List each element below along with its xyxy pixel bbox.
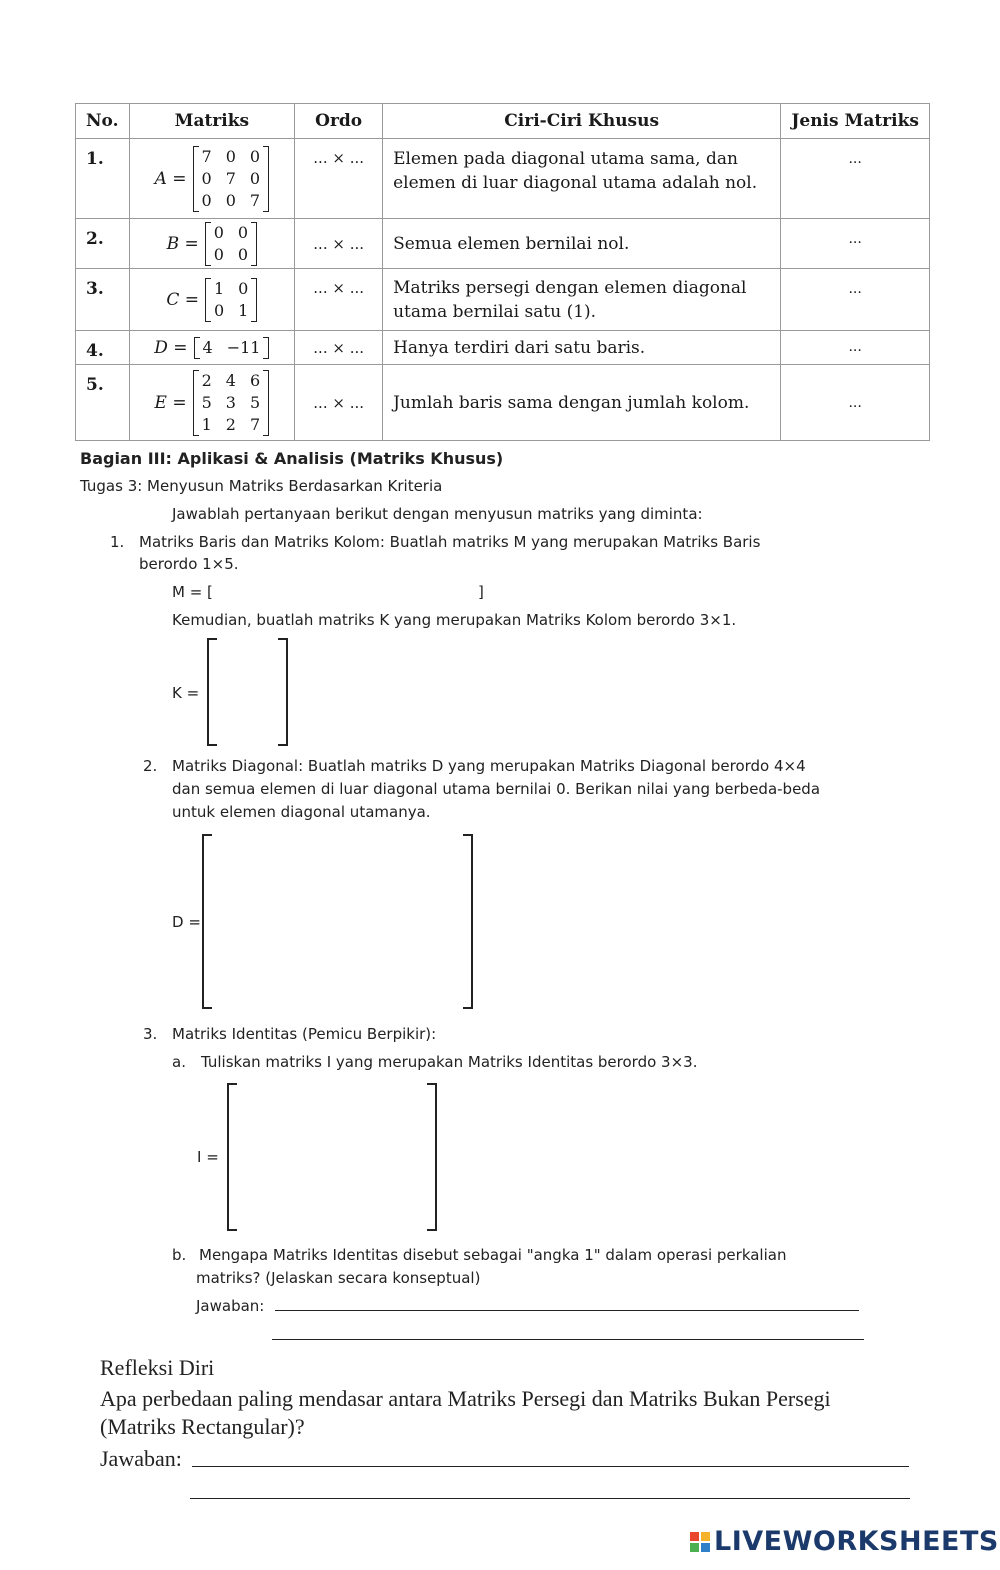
reflection-question-line1: Apa perbedaan paling mendasar antara Matriks Persegi dan Matriks Bukan Persegi <box>100 1386 831 1411</box>
matrix-element: 0 <box>201 168 212 188</box>
matrix-element: 0 <box>249 146 261 166</box>
q1-number: 1. <box>110 533 125 551</box>
matrix-element: 0 <box>237 244 249 264</box>
matrix-bracket <box>194 337 270 359</box>
row-number: 4. <box>76 331 130 365</box>
matrix-expression <box>155 370 270 436</box>
matrix-element: 5 <box>249 392 261 412</box>
jenis-matriks-input[interactable]: ... <box>781 269 930 331</box>
ciri-khusus-text: Hanya terdiri dari satu baris. <box>383 331 781 365</box>
row-number: 1. <box>76 139 130 219</box>
ordo-input[interactable]: ... × ... <box>295 269 383 331</box>
q3-number: 3. <box>143 1025 158 1043</box>
matrix-element: 2 <box>225 414 236 434</box>
q3b-line2: matriks? (Jelaskan secara konseptual) <box>196 1269 481 1287</box>
liveworksheets-logo-icon <box>690 1532 710 1552</box>
matrix-element: 0 <box>213 222 224 242</box>
q3b-answer-line-1[interactable] <box>275 1310 859 1311</box>
table-header-row <box>76 104 930 139</box>
header-jenis: Jenis Matriks <box>781 104 930 139</box>
matrix-element: −11 <box>226 337 261 357</box>
ciri-khusus-text: Matriks persegi dengan elemen diagonal utama bernilai satu (1). <box>383 269 781 331</box>
matrix-element: 4 <box>225 370 236 390</box>
matrix-element: 7 <box>249 414 261 434</box>
q2-line2: dan semua elemen di luar diagonal utama bernilai 0. Berikan nilai yang berbeda-beda <box>172 780 821 798</box>
matrix-element: 1 <box>213 278 225 298</box>
matrix-element: 0 <box>213 300 225 320</box>
logo-square <box>701 1532 710 1541</box>
matrix-element: 1 <box>201 414 212 434</box>
matrix-element: 0 <box>201 190 212 210</box>
matrix-expression <box>167 222 258 266</box>
matrix-cell <box>129 219 295 269</box>
q1-k-text: Kemudian, buatlah matriks K yang merupakan Matriks Kolom berordo 3×1. <box>172 611 737 629</box>
table-row <box>76 365 930 441</box>
matrix-bracket <box>193 370 270 436</box>
table-row <box>76 219 930 269</box>
matrix-name: C = <box>166 289 199 310</box>
reflection-question-line2: (Matriks Rectangular)? <box>100 1414 305 1439</box>
q3a-letter: a. <box>172 1053 186 1071</box>
matrix-bracket <box>205 222 257 266</box>
matrix-name: D = <box>154 337 188 358</box>
matrix-name: B = <box>166 233 199 254</box>
matrix-cell <box>129 269 295 331</box>
matrix-name: A = <box>154 168 187 189</box>
jenis-matriks-input[interactable]: ... <box>781 331 930 365</box>
jenis-matriks-input[interactable]: ... <box>781 219 930 269</box>
matrix-element: 0 <box>237 222 249 242</box>
q3-title: Matriks Identitas (Pemicu Berpikir): <box>172 1025 437 1043</box>
i-label: I = <box>197 1148 219 1166</box>
matrix-element: 0 <box>225 146 236 166</box>
logo-square <box>690 1543 699 1552</box>
row-number: 5. <box>76 365 130 441</box>
m-close-bracket: ] <box>478 583 484 601</box>
matrix-cell <box>129 365 295 441</box>
d-matrix-answer-box[interactable] <box>202 834 473 1009</box>
k-label: K = <box>172 684 200 702</box>
ciri-khusus-text: Jumlah baris sama dengan jumlah kolom. <box>383 365 781 441</box>
q2-number: 2. <box>143 757 158 775</box>
matrix-expression <box>154 337 269 359</box>
q1-text-line2: berordo 1×5. <box>139 555 239 573</box>
d-label: D = <box>172 913 201 931</box>
matrix-expression <box>166 278 257 322</box>
q2-line3: untuk elemen diagonal utamanya. <box>172 803 431 821</box>
q3b-line1: Mengapa Matriks Identitas disebut sebagai "angka 1" dalam operasi perkalian <box>199 1246 787 1264</box>
matrix-element: 7 <box>225 168 236 188</box>
matrix-expression <box>155 146 270 212</box>
q2-line1: Matriks Diagonal: Buatlah matriks D yang merupakan Matriks Diagonal berordo 4×4 <box>172 757 806 775</box>
logo-square <box>701 1543 710 1552</box>
i-matrix-answer-box[interactable] <box>227 1083 437 1231</box>
reflection-answer-line-1[interactable] <box>192 1466 909 1467</box>
header-no: No. <box>76 104 130 139</box>
matrix-element: 1 <box>238 300 249 320</box>
ordo-input[interactable]: ... × ... <box>295 331 383 365</box>
q1-text-line1: Matriks Baris dan Matriks Kolom: Buatlah matriks M yang merupakan Matriks Baris <box>139 533 761 551</box>
task-title: Tugas 3: Menyusun Matriks Berdasarkan Kriteria <box>80 477 443 495</box>
ordo-input[interactable]: ... × ... <box>295 365 383 441</box>
matrix-cell <box>129 139 295 219</box>
q3b-answer-line-2[interactable] <box>272 1339 864 1340</box>
matrix-cell <box>129 331 295 365</box>
matrix-element: 0 <box>249 168 261 188</box>
matrix-element: 5 <box>201 392 212 412</box>
matrix-name: E = <box>154 392 187 413</box>
jenis-matriks-input[interactable]: ... <box>781 139 930 219</box>
matrix-element: 6 <box>249 370 261 390</box>
m-label: M = [ <box>172 583 213 601</box>
table-row <box>76 269 930 331</box>
q3b-answer-label: Jawaban: <box>196 1297 265 1315</box>
jenis-matriks-input[interactable]: ... <box>781 365 930 441</box>
ordo-input[interactable]: ... × ... <box>295 139 383 219</box>
table-row <box>76 331 930 365</box>
header-ciri: Ciri-Ciri Khusus <box>383 104 781 139</box>
ciri-khusus-text: Elemen pada diagonal utama sama, dan elemen di luar diagonal utama adalah nol. <box>383 139 781 219</box>
header-ordo: Ordo <box>295 104 383 139</box>
instruction-text: Jawablah pertanyaan berikut dengan menyusun matriks yang diminta: <box>172 505 703 523</box>
matrix-table <box>75 103 930 441</box>
logo-square <box>690 1532 699 1541</box>
matrix-element: 4 <box>202 337 213 357</box>
matrix-bracket <box>193 146 270 212</box>
section-title: Bagian III: Aplikasi & Analisis (Matriks Khusus) <box>80 449 504 468</box>
matrix-element: 0 <box>238 278 249 298</box>
ordo-input[interactable]: ... × ... <box>295 219 383 269</box>
liveworksheets-logo-text: LIVEWORKSHEETS <box>714 1526 999 1557</box>
liveworksheets-logo <box>690 1526 999 1557</box>
reflection-answer-label: Jawaban: <box>100 1446 182 1471</box>
matrix-bracket <box>205 278 257 322</box>
row-number: 3. <box>76 269 130 331</box>
q3a-text: Tuliskan matriks I yang merupakan Matriks Identitas berordo 3×3. <box>201 1053 698 1071</box>
matrix-element: 3 <box>225 392 236 412</box>
header-matriks: Matriks <box>129 104 295 139</box>
table-row <box>76 139 930 219</box>
matrix-element: 7 <box>201 146 212 166</box>
matrix-element: 2 <box>201 370 212 390</box>
k-matrix-answer-box[interactable] <box>207 638 288 746</box>
row-number: 2. <box>76 219 130 269</box>
matrix-element: 0 <box>225 190 236 210</box>
reflection-title: Refleksi Diri <box>100 1355 215 1380</box>
reflection-answer-line-2[interactable] <box>190 1498 910 1499</box>
q3b-letter: b. <box>172 1246 187 1264</box>
ciri-khusus-text: Semua elemen bernilai nol. <box>383 219 781 269</box>
matrix-element: 7 <box>249 190 261 210</box>
matrix-element: 0 <box>213 244 224 264</box>
